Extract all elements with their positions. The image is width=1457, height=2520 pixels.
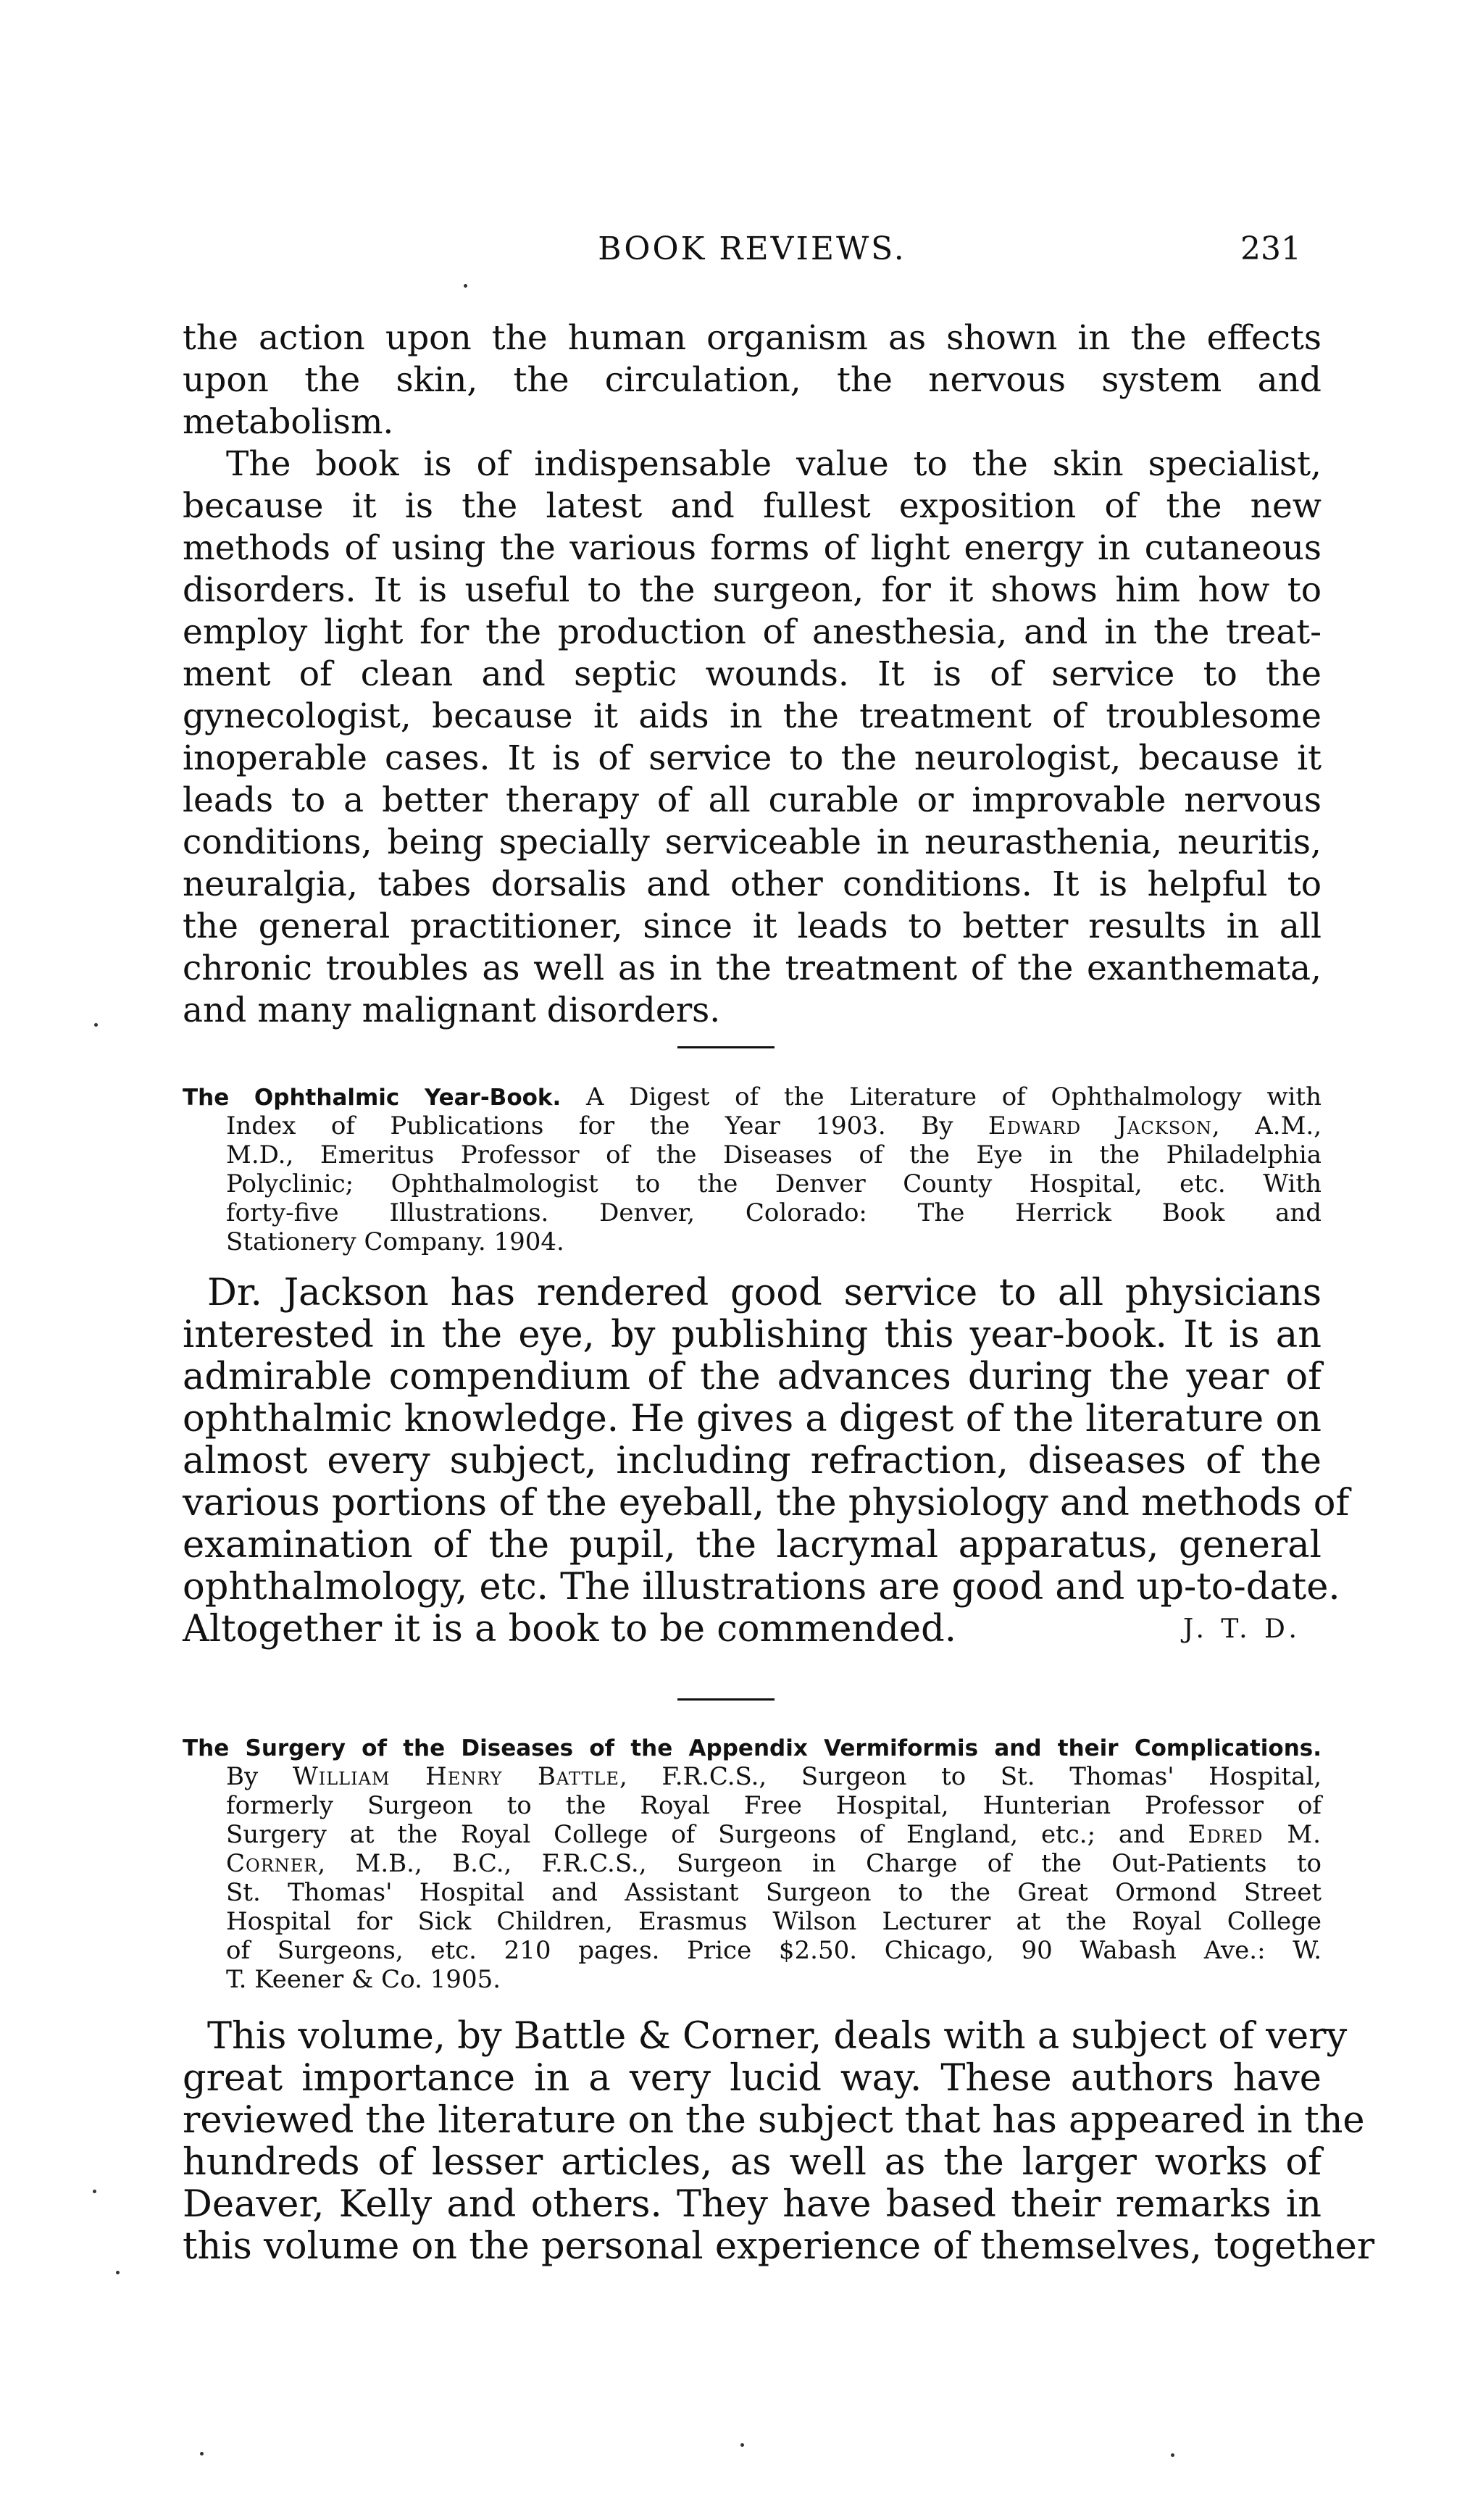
text-line: leads to a better therapy of all curable or improvable nervous bbox=[183, 780, 1322, 820]
text-line: ophthalmic knowledge. He gives a digest of the literature on bbox=[183, 1398, 1322, 1440]
text-line: Dr. Jackson has rendered good service to all physicians bbox=[207, 1272, 1322, 1314]
review-2-body bbox=[183, 1272, 1350, 1651]
text-line: metabolism. bbox=[183, 402, 394, 442]
citation-line: Polyclinic; Ophthalmologist to the Denver County Hospital, etc. With bbox=[226, 1169, 1322, 1198]
review-1-continuation bbox=[183, 317, 1322, 1032]
citation-text: , M.B., B.C., F.R.C.S., Surgeon in Charge of the Out-Patients to bbox=[317, 1849, 1322, 1878]
citation-text: A Digest of the Literature of Ophthalmology with bbox=[586, 1082, 1322, 1111]
reviewer-initials: J. T. D. bbox=[1182, 1614, 1301, 1644]
text-line: interested in the eye, by publishing this year-book. It is an bbox=[183, 1314, 1322, 1356]
text-line: examination of the pupil, the lacrymal apparatus, general bbox=[183, 1524, 1322, 1566]
text-line: ophthalmology, etc. The illustrations are good and up-to-date. bbox=[183, 1566, 1340, 1609]
margin-speck bbox=[1171, 2453, 1174, 2457]
citation-line: of Surgeons, etc. 210 pages. Price $2.50. Chicago, 90 Wabash Ave.: W. bbox=[226, 1936, 1322, 1965]
citation-text: By bbox=[226, 1762, 259, 1791]
text-line: methods of using the various forms of light energy in cutaneous bbox=[183, 528, 1322, 568]
citation-line: St. Thomas' Hospital and Assistant Surgeon to the Great Ormond Street bbox=[226, 1878, 1322, 1907]
text-line: chronic troubles as well as in the treatment of the exanthemata, bbox=[183, 948, 1322, 988]
text-line: disorders. It is useful to the surgeon, for it shows him how to bbox=[183, 570, 1322, 610]
author-name: William Henry Battle bbox=[292, 1762, 619, 1791]
citation-line bbox=[183, 1849, 1322, 1878]
citation-line: M.D., Emeritus Professor of the Diseases of the Eye in the Philadelphia bbox=[226, 1140, 1322, 1169]
page-number: 231 bbox=[1240, 230, 1301, 267]
text-line: and many malignant disorders. bbox=[183, 990, 721, 1030]
text-line: various portions of the eyeball, the physiology and methods of bbox=[183, 1482, 1350, 1524]
text-line: admirable compendium of the advances during the year of bbox=[183, 1356, 1322, 1398]
text-line: almost every subject, including refraction, diseases of the bbox=[183, 1440, 1322, 1482]
review-3-citation bbox=[183, 1733, 1322, 1994]
text-line: employ light for the production of anesthesia, and in the treat- bbox=[183, 612, 1322, 652]
margin-speck bbox=[93, 2190, 96, 2193]
margin-speck bbox=[116, 2271, 120, 2274]
running-title: BOOK REVIEWS. bbox=[598, 230, 906, 267]
review-3-body bbox=[183, 2015, 1375, 2268]
citation-text: , F.R.C.S., Surgeon to St. Thomas' Hospital, bbox=[619, 1762, 1322, 1791]
text-line: neuralgia, tabes dorsalis and other conditions. It is helpful to bbox=[183, 864, 1322, 904]
author-name: Corner bbox=[226, 1849, 318, 1878]
citation-text: Index of Publications for the Year 1903. By bbox=[226, 1111, 953, 1140]
citation-line bbox=[183, 1111, 1322, 1140]
review-2-citation bbox=[183, 1082, 1322, 1256]
text-line: gynecologist, because it aids in the treatment of troublesome bbox=[183, 696, 1322, 736]
section-divider bbox=[677, 1046, 775, 1048]
margin-speck bbox=[740, 2443, 744, 2447]
citation-line: formerly Surgeon to the Royal Free Hospital, Hunterian Professor of bbox=[226, 1791, 1322, 1820]
margin-speck bbox=[464, 284, 467, 288]
margin-speck bbox=[200, 2452, 204, 2456]
text-line: great importance in a very lucid way. These authors have bbox=[183, 2057, 1322, 2100]
citation-line: T. Keener & Co. 1905. bbox=[226, 1965, 501, 1994]
text-line: The book is of indispensable value to the skin specialist, bbox=[226, 444, 1322, 484]
citation-line: Hospital for Sick Children, Erasmus Wilson Lecturer at the Royal College bbox=[226, 1907, 1322, 1936]
citation-line bbox=[183, 1762, 1322, 1791]
citation-line bbox=[183, 1733, 1322, 1762]
citation-line: forty-five Illustrations. Denver, Colorado: The Herrick Book and bbox=[226, 1198, 1322, 1227]
text-line: Deaver, Kelly and others. They have based their remarks in bbox=[183, 2183, 1322, 2226]
citation-line bbox=[183, 1820, 1322, 1849]
text-line: upon the skin, the circulation, the nervous system and bbox=[183, 360, 1322, 400]
text-line: This volume, by Battle & Corner, deals with a subject of very bbox=[207, 2015, 1348, 2058]
text-line: this volume on the personal experience of themselves, together bbox=[183, 2225, 1375, 2268]
text-line-content: Altogether it is a book to be commended. bbox=[183, 1608, 956, 1651]
section-divider bbox=[677, 1698, 775, 1701]
text-line: the action upon the human organism as shown in the effects bbox=[183, 318, 1322, 358]
running-head bbox=[183, 230, 1322, 281]
text-line: because it is the latest and fullest exposition of the new bbox=[183, 486, 1322, 526]
text-line: hundreds of lesser articles, as well as the larger works of bbox=[183, 2141, 1322, 2184]
text-line: reviewed the literature on the subject that has appeared in the bbox=[183, 2099, 1365, 2142]
text-line: conditions, being specially serviceable in neurasthenia, neuritis, bbox=[183, 822, 1322, 862]
author-name: Edred M. bbox=[1187, 1820, 1322, 1849]
citation-text: , A.M., bbox=[1211, 1111, 1322, 1140]
citation-line: Stationery Company. 1904. bbox=[226, 1227, 564, 1256]
author-name: Edward Jackson bbox=[988, 1111, 1212, 1140]
text-line bbox=[183, 1609, 1322, 1651]
book-title: The Surgery of the Diseases of the Appendix Vermiformis and their Complications. bbox=[183, 1735, 1322, 1761]
citation-text: Surgery at the Royal College of Surgeons of England, etc.; and bbox=[226, 1820, 1165, 1849]
text-line: the general practitioner, since it leads to better results in all bbox=[183, 906, 1322, 946]
margin-speck bbox=[94, 1023, 98, 1027]
citation-line bbox=[183, 1082, 1322, 1111]
text-line: ment of clean and septic wounds. It is of service to the bbox=[183, 654, 1322, 694]
text-line: inoperable cases. It is of service to the neurologist, because it bbox=[183, 738, 1322, 778]
book-title: The Ophthalmic Year-Book. bbox=[183, 1085, 561, 1111]
